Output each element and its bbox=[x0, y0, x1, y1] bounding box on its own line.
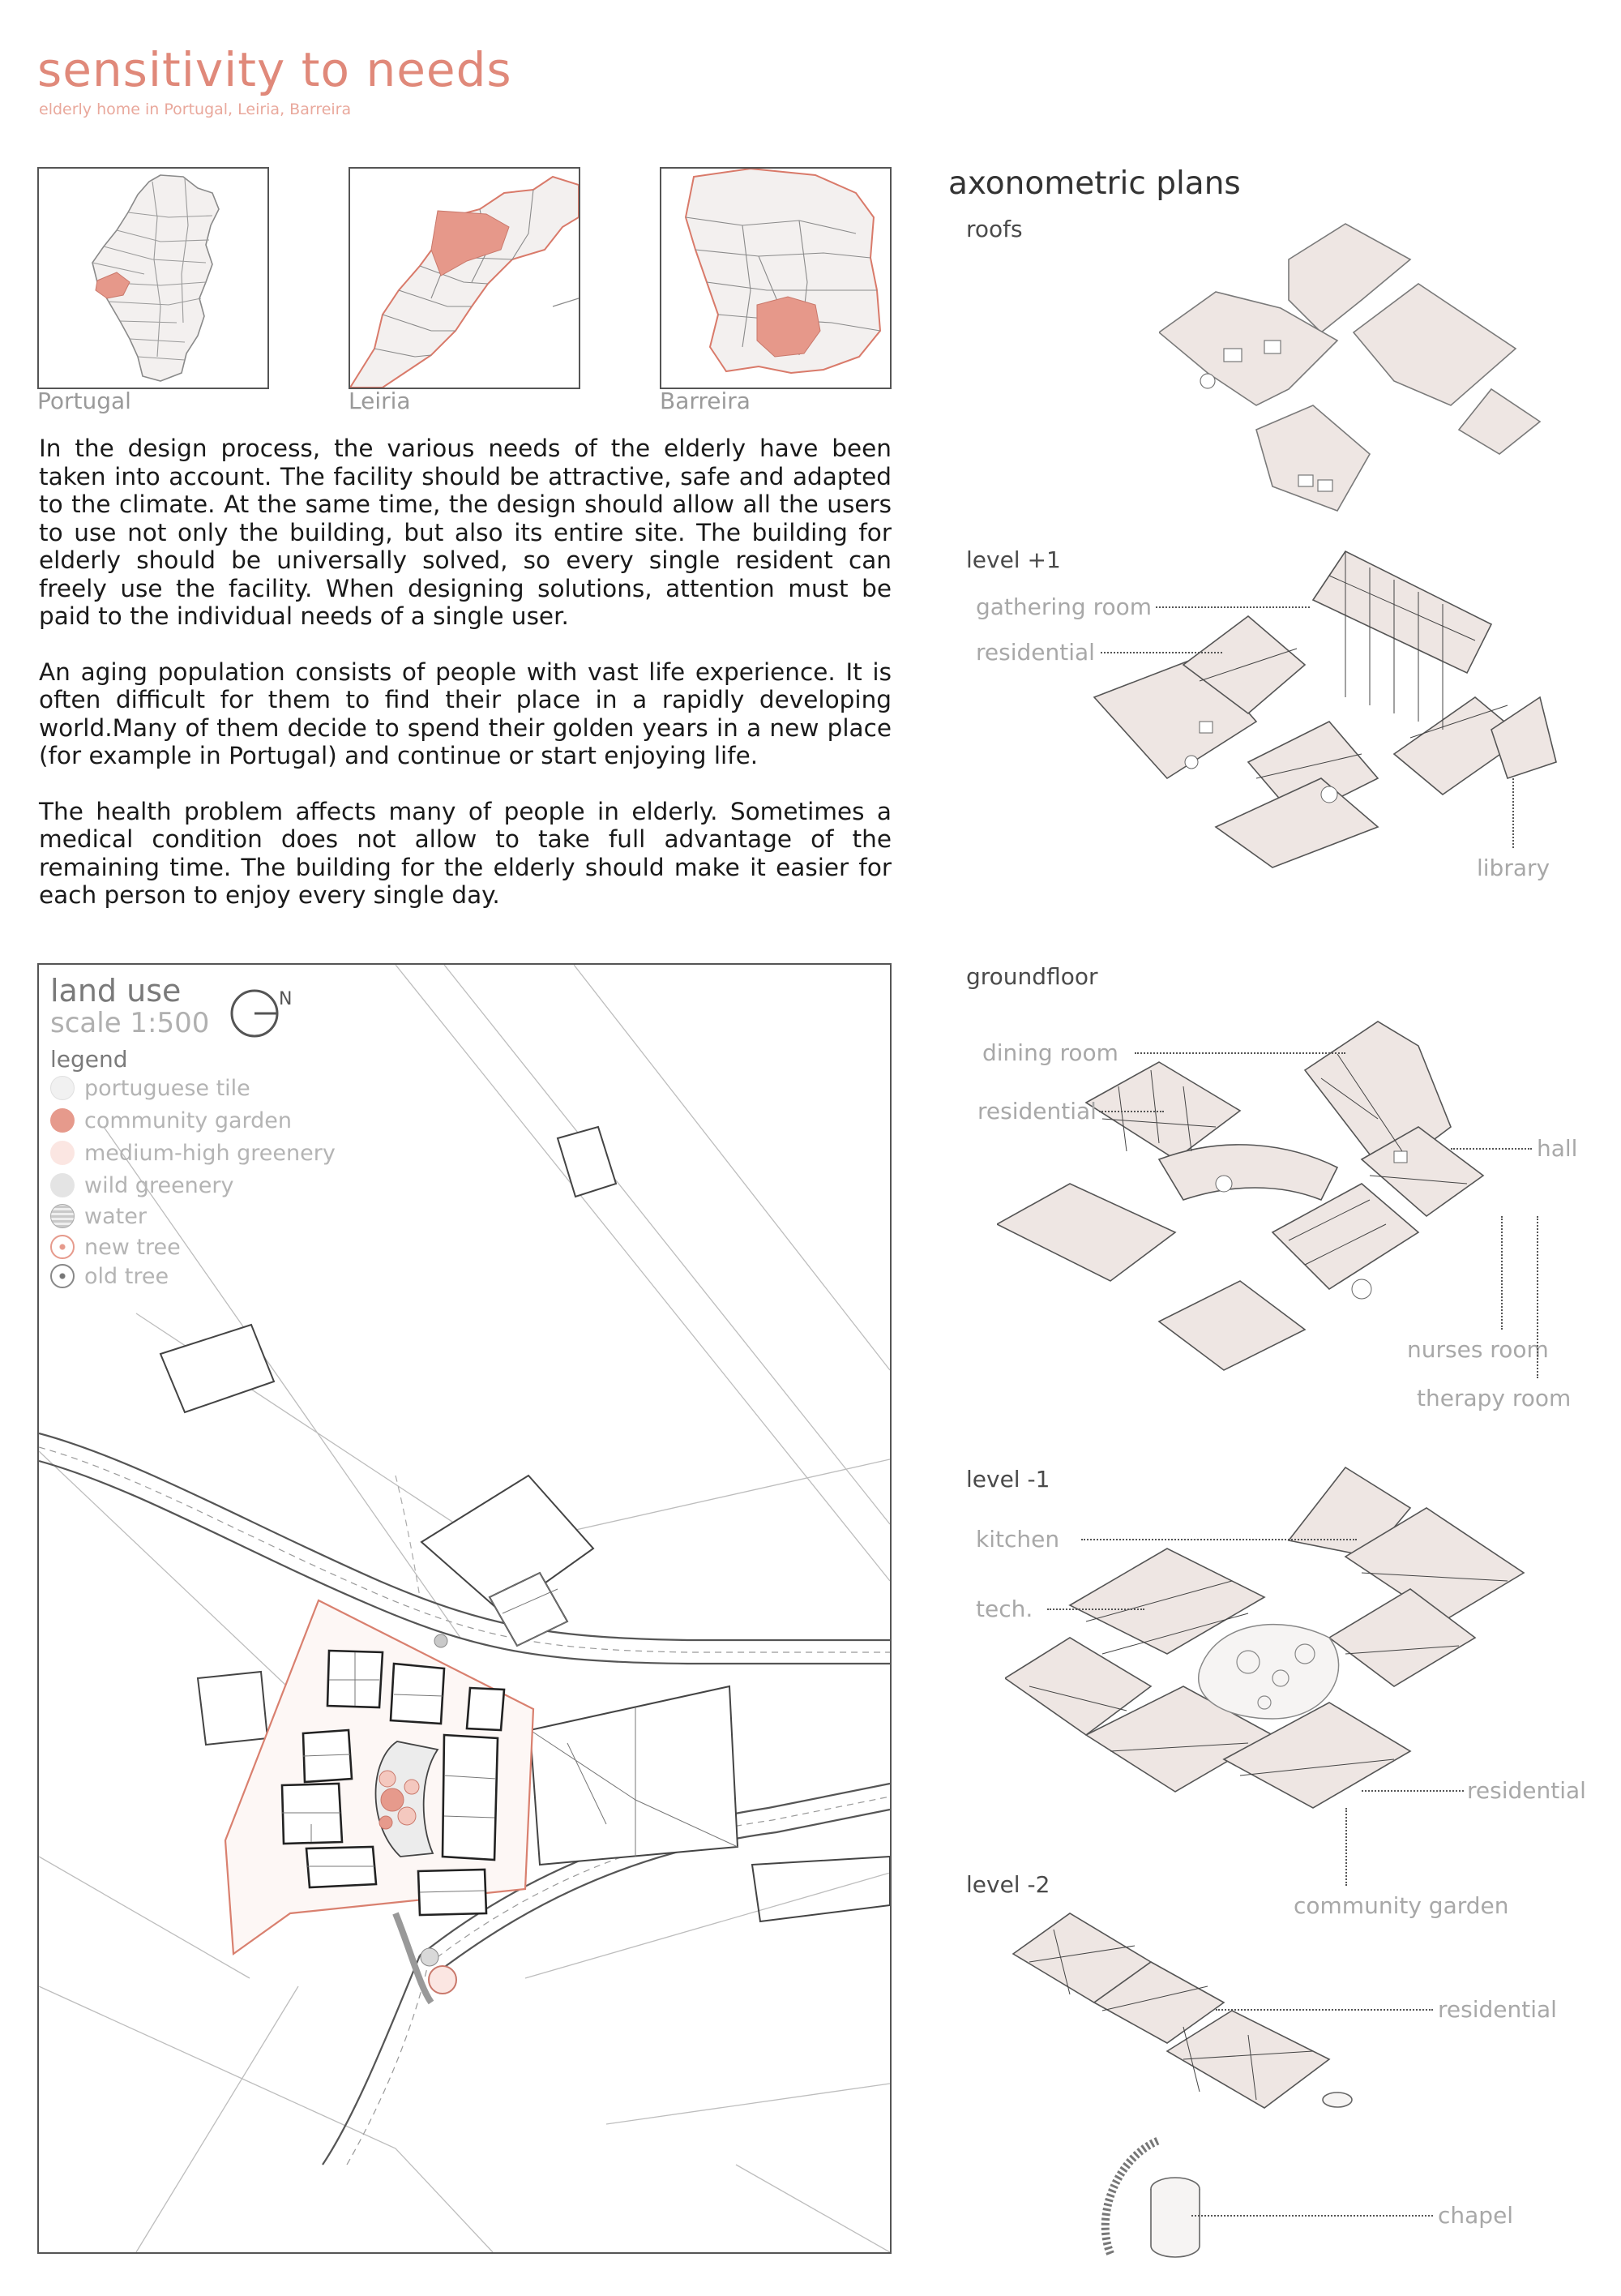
leader-gathering-room bbox=[1156, 606, 1310, 608]
page-title: sensitivity to needs bbox=[37, 42, 512, 97]
legend-item-portuguese-tile: portuguese tile bbox=[50, 1073, 250, 1103]
level-minus2-label: level -2 bbox=[966, 1871, 1050, 1898]
north-label: N bbox=[279, 989, 293, 1009]
map-leiria bbox=[349, 167, 580, 389]
tile-swatch-icon bbox=[50, 1076, 75, 1100]
paragraph-1: In the design process, the various needs of the elderly have been taken into account. The facility should be attractive, safe and adapted to the climate. At the same time, the design should allow all the users to use not only the building, but also its entire site. The building for elderly should be universally solved, so every single resident can freely use the facility. When designing solutions, attention must be paid to the individual needs of a single user. bbox=[39, 435, 892, 630]
legend-item-wild-greenery: wild greenery bbox=[50, 1171, 233, 1200]
groundfloor-axonometric bbox=[997, 965, 1564, 1386]
legend-item-community-garden: community garden bbox=[50, 1106, 292, 1135]
leader-residential-minus1 bbox=[1362, 1790, 1464, 1792]
leader-dining-room bbox=[1135, 1052, 1345, 1054]
land-use-scale: scale 1:500 bbox=[50, 1007, 210, 1039]
map-portugal bbox=[37, 167, 269, 389]
callout-residential-ground: residential bbox=[977, 1098, 1097, 1124]
new-tree-icon bbox=[50, 1235, 75, 1259]
leader-hall bbox=[1451, 1148, 1532, 1150]
map-barreira bbox=[660, 167, 892, 389]
callout-nurses-room: nurses room bbox=[1407, 1336, 1549, 1363]
callout-hall: hall bbox=[1537, 1135, 1578, 1162]
level-roofs-label: roofs bbox=[966, 216, 1023, 242]
legend-item-water: water bbox=[50, 1202, 147, 1231]
body-text bbox=[39, 435, 892, 937]
callout-library: library bbox=[1477, 855, 1550, 881]
land-use-title: land use bbox=[50, 973, 182, 1009]
callout-residential-plus1: residential bbox=[976, 639, 1095, 666]
greenery-swatch-icon bbox=[50, 1141, 75, 1165]
map-label-leiria: Leiria bbox=[349, 388, 411, 414]
old-tree-icon bbox=[50, 1264, 75, 1288]
legend-title: legend bbox=[50, 1046, 128, 1073]
callout-gathering-room: gathering room bbox=[976, 593, 1153, 620]
legend-item-new-tree: new tree bbox=[50, 1232, 181, 1262]
leader-library bbox=[1512, 778, 1514, 848]
map-label-portugal: Portugal bbox=[37, 388, 131, 414]
level-groundfloor-label: groundfloor bbox=[966, 963, 1098, 990]
callout-tech: tech. bbox=[976, 1596, 1033, 1622]
paragraph-2: An aging population consists of people with vast life experience. It is often difficult for them to find their place in a rapidly developing world.Many of them decide to spend their golden years in a new place (for example in Portugal) and continue or start enjoying life. bbox=[39, 658, 892, 769]
leader-residential-ground bbox=[1099, 1111, 1164, 1112]
legend-item-old-tree: old tree bbox=[50, 1262, 169, 1291]
axonometric-title: axonometric plans bbox=[948, 165, 1241, 202]
leader-residential-plus1 bbox=[1101, 652, 1222, 653]
level-minus2-axonometric bbox=[1005, 1897, 1378, 2270]
north-arrow bbox=[230, 981, 295, 1049]
leader-community-garden bbox=[1345, 1808, 1347, 1886]
callout-therapy-room: therapy room bbox=[1417, 1385, 1572, 1411]
callout-dining-room: dining room bbox=[982, 1039, 1118, 1066]
paragraph-3: The health problem affects many of people in elderly. Sometimes a medical condition does not allow to take full advantage of the remaining time. The building for the elderly should make it easier for each person to enjoy every single day. bbox=[39, 797, 892, 909]
callout-community-garden: community garden bbox=[1294, 1892, 1509, 1919]
leader-nurses-room bbox=[1501, 1216, 1503, 1330]
land-use-plan bbox=[37, 963, 892, 2254]
callout-kitchen: kitchen bbox=[976, 1526, 1060, 1553]
leader-kitchen bbox=[1081, 1539, 1357, 1540]
level-minus1-label: level -1 bbox=[966, 1466, 1050, 1493]
water-swatch-icon bbox=[50, 1204, 75, 1228]
callout-chapel: chapel bbox=[1438, 2202, 1514, 2229]
level-plus1-axonometric bbox=[1086, 535, 1572, 908]
legend-item-medium-high-greenery: medium-high greenery bbox=[50, 1138, 336, 1167]
map-label-barreira: Barreira bbox=[660, 388, 751, 414]
level-minus1-axonometric bbox=[1005, 1459, 1540, 1897]
garden-swatch-icon bbox=[50, 1108, 75, 1133]
leader-tech bbox=[1047, 1608, 1144, 1610]
leader-residential-minus2 bbox=[1216, 2009, 1433, 2011]
leader-therapy-room bbox=[1537, 1216, 1538, 1378]
roofs-axonometric bbox=[1159, 219, 1580, 535]
callout-residential-minus1: residential bbox=[1467, 1777, 1586, 1804]
level-plus1-label: level +1 bbox=[966, 546, 1061, 573]
leader-chapel bbox=[1191, 2215, 1433, 2217]
callout-residential-minus2: residential bbox=[1438, 1996, 1557, 2023]
wild-greenery-swatch-icon bbox=[50, 1173, 75, 1197]
page-subtitle: elderly home in Portugal, Leiria, Barreira bbox=[39, 101, 352, 118]
